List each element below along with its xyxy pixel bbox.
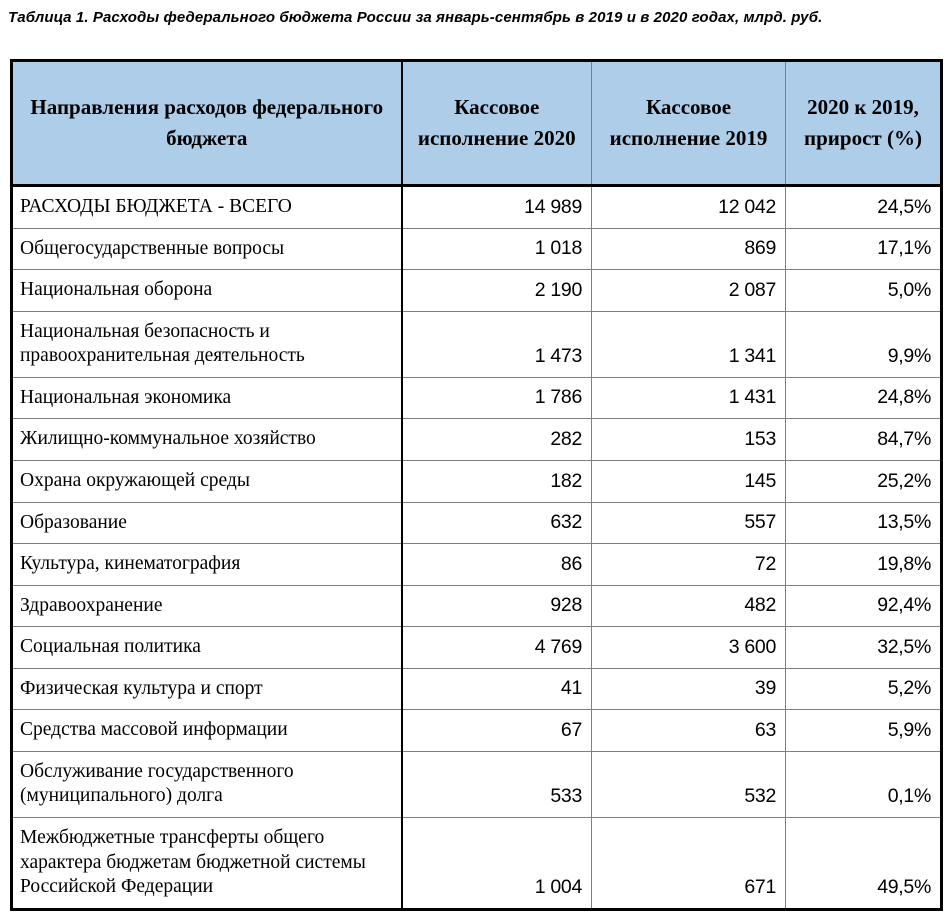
growth-cell: 5,2% [786,668,942,710]
value-2019-cell: 12 042 [592,186,786,229]
row-name-cell: Охрана окружающей среды [20,469,250,491]
value-2019-cell: 63 [592,710,786,752]
value-2019-cell: 869 [592,228,786,270]
growth-cell: 0,1% [786,751,942,817]
value-2020-cell: 1 786 [402,377,592,419]
row-name-cell: Социальная политика [20,636,201,658]
row-name-cell: РАСХОДЫ БЮДЖЕТА - ВСЕГО [20,196,292,217]
row-name-cell: Культура, кинематография [20,553,241,575]
value-2019-cell: 2 087 [592,270,786,312]
table-body [12,186,942,910]
growth-cell: 24,5% [786,186,942,229]
value-2020-cell: 86 [402,544,592,586]
value-2019-cell: 72 [592,544,786,586]
growth-cell: 13,5% [786,502,942,544]
column-header-growth: 2020 к 2019, прирост (%) [786,61,942,186]
row-name-cell: Межбюджетные трансферты общего характера бюджетам бюджетной системы Российской Федерации [20,827,366,898]
row-name-cell: Физическая культура и спорт [20,677,263,699]
growth-cell: 9,9% [786,311,942,377]
table-row [12,502,942,544]
growth-cell: 49,5% [786,818,942,910]
value-2019-cell: 145 [592,460,786,502]
row-name-cell: Национальная оборона [20,279,213,301]
growth-cell: 32,5% [786,627,942,669]
growth-cell: 19,8% [786,544,942,586]
value-2020-cell: 41 [402,668,592,710]
value-2020-cell: 67 [402,710,592,752]
value-2020-cell: 4 769 [402,627,592,669]
table-row [12,270,942,312]
column-header-cash-2019: Кассовое исполнение 2019 [592,61,786,186]
growth-cell: 25,2% [786,460,942,502]
value-2019-cell: 671 [592,818,786,910]
value-2019-cell: 482 [592,585,786,627]
growth-cell: 24,8% [786,377,942,419]
table-row [12,818,942,910]
value-2020-cell: 928 [402,585,592,627]
budget-table [10,59,943,911]
row-name-cell: Национальная экономика [20,386,232,408]
row-name-cell: Образование [20,511,127,533]
table-row [12,710,942,752]
header-row [12,61,942,186]
growth-cell: 92,4% [786,585,942,627]
row-name-cell: Национальная безопасность и правоохранительная деятельность [20,320,305,367]
table-row [12,627,942,669]
value-2019-cell: 1 431 [592,377,786,419]
value-2019-cell: 532 [592,751,786,817]
value-2020-cell: 2 190 [402,270,592,312]
value-2020-cell: 533 [402,751,592,817]
growth-cell: 84,7% [786,419,942,461]
table-row [12,228,942,270]
value-2019-cell: 557 [592,502,786,544]
value-2019-cell: 1 341 [592,311,786,377]
value-2019-cell: 153 [592,419,786,461]
value-2019-cell: 3 600 [592,627,786,669]
table-row [12,585,942,627]
value-2020-cell: 282 [402,419,592,461]
table-row [12,377,942,419]
value-2019-cell: 39 [592,668,786,710]
value-2020-cell: 1 473 [402,311,592,377]
value-2020-cell: 1 004 [402,818,592,910]
row-name-cell: Общегосударственные вопросы [20,237,285,259]
value-2020-cell: 1 018 [402,228,592,270]
row-name-cell: Здравоохранение [20,594,163,616]
growth-cell: 5,9% [786,710,942,752]
value-2020-cell: 14 989 [402,186,592,229]
table-row [12,311,942,377]
table-row [12,460,942,502]
row-name-cell: Обслуживание государственного (муниципального) долга [20,760,294,807]
column-header-directions: Направления расходов федерального бюджета [12,61,402,186]
table-row [12,419,942,461]
row-name-cell: Средства массовой информации [20,719,288,741]
row-name-cell: Жилищно-коммунальное хозяйство [20,428,316,450]
table-row [12,186,942,229]
table-row [12,544,942,586]
value-2020-cell: 632 [402,502,592,544]
table-row [12,668,942,710]
column-header-cash-2020: Кассовое исполнение 2020 [402,61,592,186]
growth-cell: 17,1% [786,228,942,270]
table-row [12,751,942,817]
growth-cell: 5,0% [786,270,942,312]
value-2020-cell: 182 [402,460,592,502]
page-title: Таблица 1. Расходы федерального бюджета России за январь-сентябрь в 2019 и в 2020 годах, млрд. руб. [8,9,823,26]
